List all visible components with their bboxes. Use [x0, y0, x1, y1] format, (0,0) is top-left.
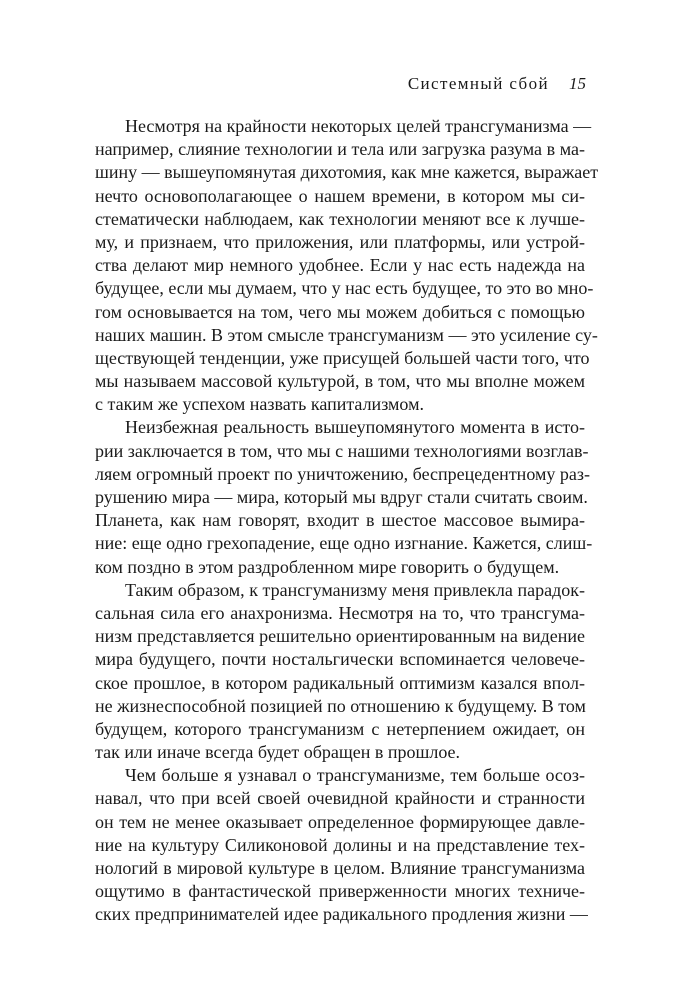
text-line: ощутимо в фантастической приверженности многих техниче-	[95, 881, 585, 902]
paragraph	[95, 764, 588, 926]
body-text	[95, 115, 599, 927]
paragraph	[95, 579, 585, 765]
text-line: ства делают мир немного удобнее. Если у нас есть надежда на	[95, 255, 585, 276]
paragraph	[95, 115, 599, 416]
text-line: будущее, если мы думаем, что у нас есть будущее, то это во мно-	[95, 278, 594, 299]
running-header	[408, 74, 586, 94]
text-line: навал, что при всей своей очевидной крайности и странности	[95, 788, 585, 809]
text-line: нологий в мировой культуре в целом. Влияние трансгуманизма	[95, 858, 585, 878]
text-line: Планета, как нам говорят, входит в шестое массовое вымира-	[95, 510, 585, 531]
text-line: не жизнеспособной позицией по отношению к будущему. В том	[95, 695, 586, 716]
text-line: ляем огромный проект по уничтожению, беспрецедентному раз-	[95, 463, 590, 484]
text-line: Несмотря на крайности некоторых целей трансгуманизма —	[125, 116, 592, 136]
text-line: стематически наблюдаем, как технологии меняют все к лучше-	[95, 208, 585, 229]
text-line: гом основывается на том, чего мы можем добиться с помощью	[95, 301, 585, 322]
text-line: ское прошлое, в котором радикальный оптимизм казался впол-	[95, 672, 585, 693]
text-line: с таким же успехом назвать капитализмом.	[95, 394, 424, 415]
text-line: сальная сила его анахронизма. Несмотря на то, что трансгума-	[95, 602, 585, 623]
text-line: низм представляется решительно ориентированным на видение	[95, 626, 585, 647]
text-line: му, и признаем, что приложения, или платформы, или устрой-	[95, 231, 585, 252]
text-line: Неизбежная реальность вышеупомянутого момента в исто-	[125, 417, 585, 438]
text-line: ние: еще одно грехопадение, еще одно изгнание. Кажется, слиш-	[95, 533, 593, 554]
text-line: он тем не менее оказывает определенное формирующее давле-	[95, 811, 585, 832]
text-line: наших машин. В этом смысле трансгуманизм — это усиление су-	[95, 324, 598, 345]
text-line: например, слияние технологии и тела или загрузка разума в ма-	[95, 139, 585, 160]
text-line: Таким образом, к трансгуманизму меня привлекла парадок-	[125, 579, 585, 600]
text-line: шину — вышеупомянутая дихотомия, как мне кажется, выражает	[95, 162, 599, 183]
text-line: рии заключается в том, что мы с нашими технологиями возглав-	[95, 440, 589, 461]
text-line: так или иначе всегда будет обращен в прошлое.	[95, 742, 461, 763]
text-line: Чем больше я узнавал о трансгуманизме, тем больше осоз-	[125, 765, 585, 786]
text-line: ком поздно в этом раздробленном мире говорить о будущем.	[95, 556, 560, 577]
text-line: будущем, которого трансгуманизм с нетерпением ожидает, он	[95, 718, 585, 739]
page-number: 15	[569, 74, 586, 93]
text-line: ние на культуру Силиконовой долины и на представление тех-	[95, 834, 585, 855]
text-line: мы называем массовой культурой, в том, что мы вполне можем	[95, 371, 585, 392]
running-header-title: Системный сбой	[407, 74, 549, 93]
text-line: мира будущего, почти ностальгически вспоминается человече-	[95, 649, 585, 670]
text-line: ских предпринимателей идее радикального продления жизни —	[95, 904, 588, 925]
text-line: рушению мира — мира, который мы вдруг стали считать своим.	[95, 487, 588, 507]
text-line: нечто основополагающее о нашем времени, в котором мы си-	[95, 185, 585, 206]
text-line: ществующей тенденции, уже присущей большей части того, что	[95, 347, 590, 368]
paragraph	[95, 416, 593, 578]
